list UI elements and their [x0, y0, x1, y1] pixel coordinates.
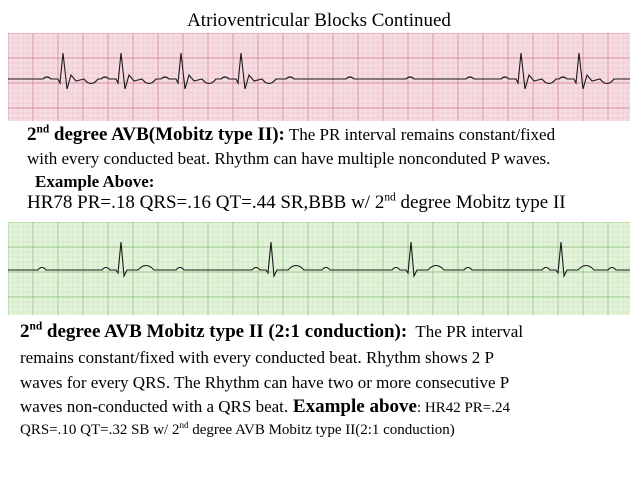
section2-measure-part1: : HR42 PR=.24	[416, 400, 511, 416]
section2-measure-sup: nd	[179, 420, 189, 430]
section2-heading	[20, 321, 407, 342]
section1-measure-sup: nd	[384, 191, 396, 204]
section2-example-label: Example above	[288, 396, 417, 417]
section2-heading-number: 2	[20, 321, 30, 342]
section2-heading-text: degree AVB Mobitz type II (2:1 conduction):	[42, 321, 408, 342]
section2-line5	[20, 422, 455, 439]
slide-title: Atrioventricular Blocks Continued	[187, 10, 451, 31]
section2-line3: waves for every QRS. The Rhythm can have two or more consecutive P	[20, 373, 510, 392]
section1-heading-sup: nd	[36, 123, 50, 136]
section1-measurements	[27, 192, 566, 214]
ecg-strip-mobitz-ii	[8, 33, 630, 121]
section1-line1	[27, 124, 555, 146]
section2-line4	[20, 396, 510, 418]
section1-heading	[27, 124, 285, 145]
section1-desc-part1: The PR interval remains constant/fixed	[284, 125, 556, 144]
section2-measure-suffix: degree AVB Mobitz type II(2:1 conduction)	[188, 422, 455, 438]
section1-measure-suffix: degree Mobitz type II	[395, 192, 566, 213]
section2-line2: remains constant/fixed with every conducted beat. Rhythm shows 2 P	[20, 348, 495, 367]
section2-line4-text: waves non-conducted with a QRS beat.	[20, 397, 289, 416]
section2-line1	[20, 321, 523, 343]
section1-example-label: Example Above:	[35, 172, 155, 191]
ecg-strip-mobitz-ii-2to1	[8, 222, 630, 315]
section2-measure-prefix: QRS=.10 QT=.32 SB w/ 2	[20, 422, 180, 438]
section2-desc-part1: The PR interval	[407, 322, 524, 341]
section1-heading-text: degree AVB(Mobitz type II):	[49, 124, 285, 145]
strip2-paper	[8, 222, 630, 315]
section1-measure-prefix: HR78 PR=.18 QRS=.16 QT=.44 SR,BBB w/ 2	[27, 192, 385, 213]
section1-heading-number: 2	[27, 124, 37, 145]
section2-heading-sup: nd	[29, 320, 43, 333]
section1-desc-line2: with every conducted beat. Rhythm can have multiple nonconduted P waves.	[27, 149, 551, 168]
